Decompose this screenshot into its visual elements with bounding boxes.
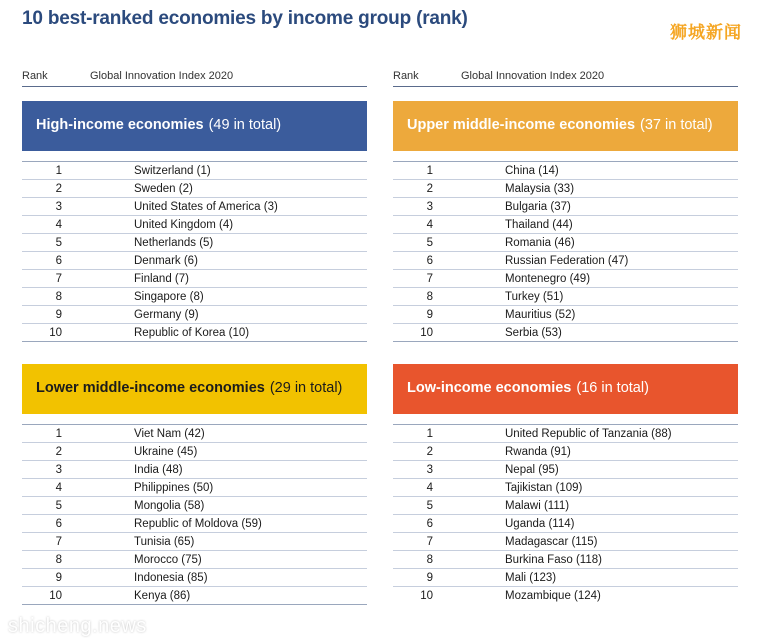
panel-lower-middle-income — [22, 364, 367, 605]
row-name: Denmark (6) — [134, 254, 198, 267]
column-headers — [393, 70, 738, 87]
row-rank: 6 — [426, 517, 433, 530]
rank-list — [393, 424, 738, 604]
table-row — [393, 179, 738, 197]
row-rank: 1 — [426, 164, 433, 177]
row-rank: 7 — [55, 535, 62, 548]
row-name: Republic of Moldova (59) — [134, 517, 262, 530]
row-rank: 8 — [426, 553, 433, 566]
table-row — [393, 424, 738, 442]
band-total: (49 in total) — [208, 117, 282, 134]
table-row — [393, 532, 738, 550]
table-row — [22, 323, 367, 341]
table-row — [393, 550, 738, 568]
table-row — [22, 251, 367, 269]
row-name: Indonesia (85) — [134, 571, 208, 584]
band-upper-middle-income — [393, 101, 738, 151]
panels-grid — [22, 70, 738, 605]
row-rank: 5 — [55, 236, 62, 249]
rank-list — [22, 424, 367, 605]
row-rank: 7 — [426, 535, 433, 548]
row-name: Nepal (95) — [505, 463, 559, 476]
row-rank: 8 — [55, 553, 62, 566]
rank-list — [393, 161, 738, 342]
table-row — [393, 323, 738, 341]
row-name: Malawi (111) — [505, 499, 570, 512]
row-rank: 6 — [55, 517, 62, 530]
row-name: Singapore (8) — [134, 290, 204, 303]
table-row — [393, 460, 738, 478]
row-name: Mongolia (58) — [134, 499, 205, 512]
row-rank: 6 — [55, 254, 62, 267]
band-label: Lower middle-income economies — [36, 380, 265, 397]
row-rank: 3 — [426, 463, 433, 476]
row-name: Bulgaria (37) — [505, 200, 571, 213]
row-rank: 7 — [426, 272, 433, 285]
table-row — [22, 269, 367, 287]
row-rank: 7 — [55, 272, 62, 285]
table-row — [22, 532, 367, 550]
row-rank: 9 — [426, 308, 433, 321]
table-row — [22, 496, 367, 514]
table-row — [393, 197, 738, 215]
table-row — [22, 197, 367, 215]
table-row — [393, 269, 738, 287]
column-header-rank: Rank — [22, 70, 48, 82]
table-row — [393, 161, 738, 179]
table-row — [22, 586, 367, 604]
row-name: Serbia (53) — [505, 326, 562, 339]
row-rank: 10 — [49, 326, 62, 339]
table-row — [393, 478, 738, 496]
column-header-rank: Rank — [393, 70, 419, 82]
table-row — [22, 233, 367, 251]
table-row — [22, 568, 367, 586]
row-name: Turkey (51) — [505, 290, 564, 303]
row-rank: 9 — [426, 571, 433, 584]
table-row — [22, 442, 367, 460]
band-total: (37 in total) — [640, 117, 713, 134]
row-rank: 10 — [49, 589, 62, 602]
band-total: (16 in total) — [576, 380, 649, 397]
band-low-income — [393, 364, 738, 414]
table-row — [393, 586, 738, 604]
column-headers — [22, 70, 367, 87]
table-row — [22, 460, 367, 478]
row-name: Romania (46) — [505, 236, 575, 249]
table-row — [22, 478, 367, 496]
row-rank: 8 — [426, 290, 433, 303]
row-name: United Kingdom (4) — [134, 218, 234, 231]
row-name: Mozambique (124) — [505, 589, 601, 602]
row-name: India (48) — [134, 463, 183, 476]
row-rank: 3 — [55, 463, 62, 476]
row-rank: 4 — [55, 481, 62, 494]
table-row — [393, 514, 738, 532]
row-rank: 10 — [420, 589, 433, 602]
row-name: Republic of Korea (10) — [134, 326, 250, 339]
table-row — [22, 550, 367, 568]
row-rank: 2 — [55, 182, 62, 195]
column-header-index: Global Innovation Index 2020 — [461, 70, 605, 82]
rank-list — [22, 161, 367, 342]
row-name: Madagascar (115) — [505, 535, 598, 548]
table-row — [22, 179, 367, 197]
row-name: Netherlands (5) — [134, 236, 214, 249]
row-rank: 3 — [426, 200, 433, 213]
row-name: China (14) — [505, 164, 559, 177]
row-rank: 3 — [55, 200, 62, 213]
row-rank: 10 — [420, 326, 433, 339]
row-name: Russian Federation (47) — [505, 254, 629, 267]
row-name: Philippines (50) — [134, 481, 214, 494]
panel-high-income — [22, 70, 367, 342]
row-name: Ukraine (45) — [134, 445, 198, 458]
watermark-bottom: shicheng.news — [8, 615, 147, 637]
table-row — [22, 424, 367, 442]
row-name: Sweden (2) — [134, 182, 193, 195]
row-name: Morocco (75) — [134, 553, 202, 566]
row-rank: 5 — [426, 499, 433, 512]
table-row — [393, 251, 738, 269]
table-row — [22, 305, 367, 323]
table-row — [393, 568, 738, 586]
table-row — [393, 287, 738, 305]
table-row — [393, 215, 738, 233]
page-title: 10 best-ranked economies by income group (rank) — [22, 8, 468, 29]
table-row — [393, 442, 738, 460]
table-row — [393, 233, 738, 251]
row-rank: 2 — [55, 445, 62, 458]
row-name: Kenya (86) — [134, 589, 191, 602]
band-lower-middle-income — [22, 364, 367, 414]
column-header-index: Global Innovation Index 2020 — [90, 70, 234, 82]
row-rank: 2 — [426, 182, 433, 195]
row-name: Finland (7) — [134, 272, 189, 285]
table-row — [393, 305, 738, 323]
table-row — [393, 496, 738, 514]
row-rank: 4 — [55, 218, 62, 231]
row-rank: 1 — [55, 164, 62, 177]
row-rank: 1 — [426, 427, 433, 440]
band-label: Upper middle-income economies — [407, 117, 636, 134]
row-name: Viet Nam (42) — [134, 427, 205, 440]
row-name: United Republic of Tanzania (88) — [505, 427, 672, 440]
row-rank: 4 — [426, 481, 433, 494]
panel-low-income — [393, 364, 738, 605]
row-rank: 9 — [55, 571, 62, 584]
row-rank: 5 — [55, 499, 62, 512]
watermark-top: 狮城新闻 — [670, 23, 742, 43]
row-name: Burkina Faso (118) — [505, 553, 602, 566]
row-name: Tajikistan (109) — [505, 481, 583, 494]
panel-upper-middle-income — [393, 70, 738, 342]
band-high-income — [22, 101, 367, 151]
row-rank: 2 — [426, 445, 433, 458]
row-name: Mali (123) — [505, 571, 557, 584]
row-name: Germany (9) — [134, 308, 199, 321]
table-row — [22, 161, 367, 179]
table-row — [22, 514, 367, 532]
row-name: United States of America (3) — [134, 200, 278, 213]
row-name: Malaysia (33) — [505, 182, 575, 195]
table-row — [22, 215, 367, 233]
row-rank: 1 — [55, 427, 62, 440]
row-name: Uganda (114) — [505, 517, 575, 530]
row-name: Tunisia (65) — [134, 535, 195, 548]
row-name: Rwanda (91) — [505, 445, 571, 458]
band-label: Low-income economies — [407, 380, 572, 397]
row-name: Mauritius (52) — [505, 308, 576, 321]
row-rank: 9 — [55, 308, 62, 321]
row-name: Switzerland (1) — [134, 164, 211, 177]
row-rank: 6 — [426, 254, 433, 267]
row-name: Montenegro (49) — [505, 272, 591, 285]
row-rank: 5 — [426, 236, 433, 249]
row-rank: 8 — [55, 290, 62, 303]
band-total: (29 in total) — [269, 380, 343, 397]
row-rank: 4 — [426, 218, 433, 231]
band-label: High-income economies — [36, 117, 204, 134]
row-name: Thailand (44) — [505, 218, 573, 231]
table-row — [22, 287, 367, 305]
